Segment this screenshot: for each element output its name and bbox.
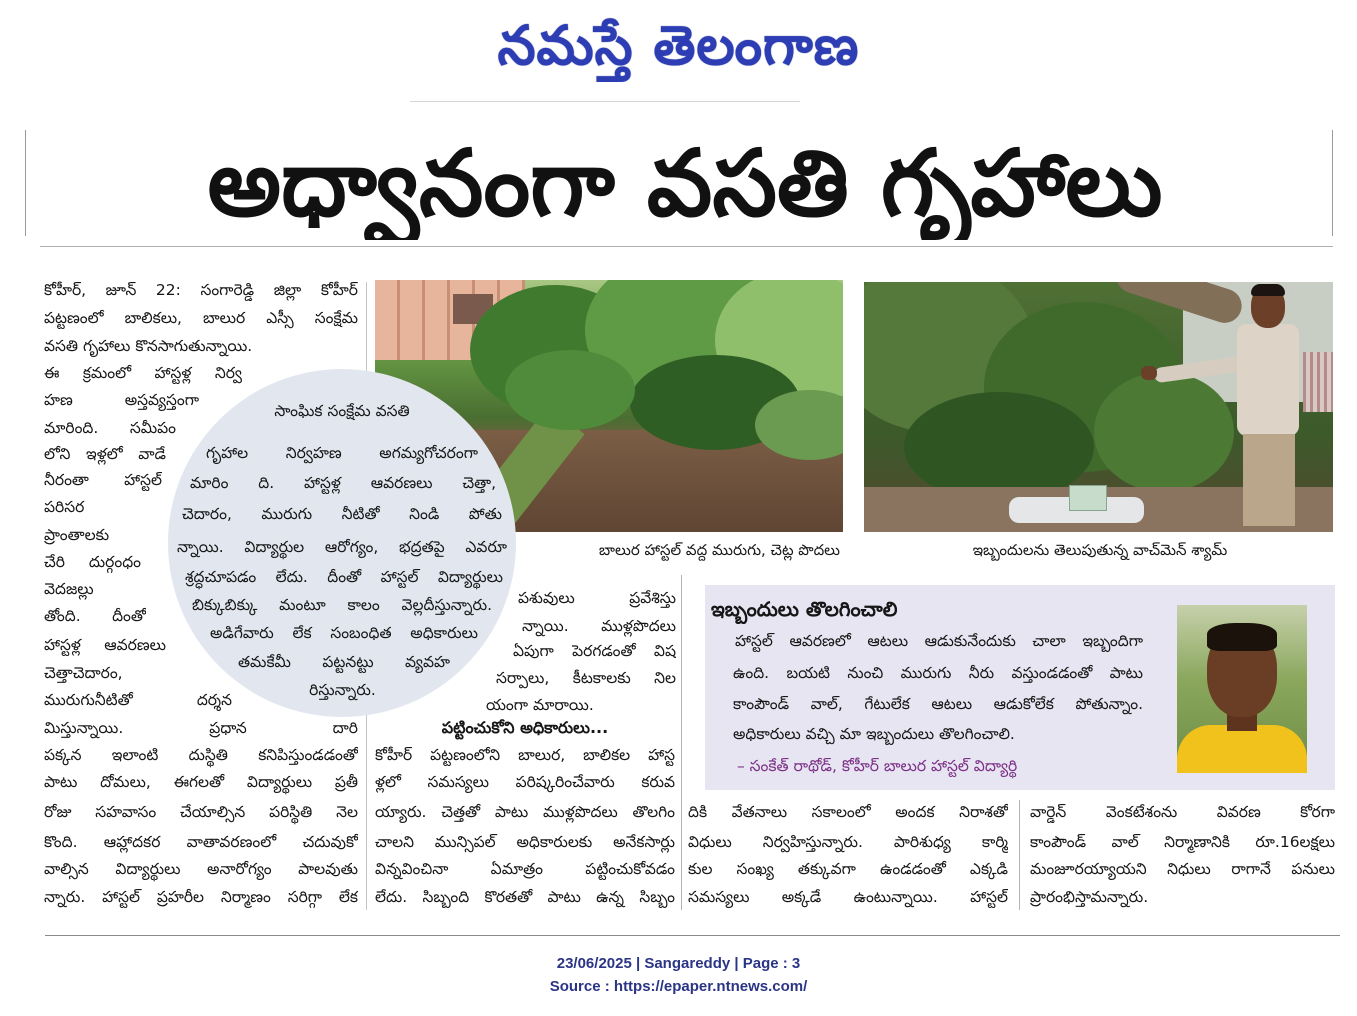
body-text-line: ఏపుగా పెరగడంతో విష	[513, 642, 676, 660]
pull-quote-line: బిక్కుబిక్కు మంటూ కాలం వెల్లదీస్తున్నారు.	[192, 596, 492, 614]
body-text-line: న్నాయి. ముళ్లపొదలు	[522, 617, 676, 635]
watchman-hand	[1141, 366, 1157, 380]
body-text-line: సర్పాలు, కీటకాలకు నిల	[496, 669, 676, 687]
source-url: Source : https://epaper.ntnews.com/	[549, 978, 808, 995]
quote-box-line: కాంపౌండ్ వాల్, గేటులేక ఆటలు ఆడుకోలేక పోతున్నాం.	[733, 695, 1143, 713]
watchman-figure	[1199, 282, 1309, 532]
photo-caption-watchman: ఇబ్బందులను తెలుపుతున్న వాచ్‌మెన్ శ్యామ్	[972, 541, 1228, 559]
photo-watchman-shyam	[864, 282, 1333, 532]
foliage	[505, 350, 635, 430]
quote-attribution: – సంకేత్ రాథోడ్, కోహీర్ బాలుర హాస్టల్ విద్యార్థి	[737, 757, 1018, 775]
body-text-line: ప్రాంతాలకు	[44, 526, 110, 544]
body-text-line: న్నారు. హాస్టల్ ప్రహరీల నిర్మాణం సరిగ్గా లేక	[44, 888, 358, 906]
photo-student-sanket	[1177, 605, 1307, 773]
newspaper-masthead: నమస్తే తెలంగాణ	[497, 14, 860, 77]
body-text-line: విన్నవించినా ఏమాత్రం పట్టించుకోవడం	[375, 860, 675, 878]
pull-quote-line: శ్రద్ధచూపడం లేదు. దీంతో హాస్టల్ విద్యార్థులు	[185, 568, 503, 586]
body-text-line: పశువులు ప్రవేశిస్తు	[518, 589, 676, 607]
body-text-line: చాలని మున్సిపల్ అధికారులకు అనేకసార్లు	[375, 833, 675, 851]
watchman-pants	[1243, 434, 1295, 526]
pull-quote-line: చెదారం, మురుగు నీటితో నిండి పోతు	[182, 505, 502, 523]
body-text-line: వెదజల్లు	[44, 580, 94, 598]
column-divider	[1019, 800, 1020, 910]
edition-info: 23/06/2025 | Sangareddy | Page : 3	[556, 955, 801, 972]
pull-quote-line: అడిగేవారు లేక సంబంధిత అధికారులు	[210, 624, 478, 642]
body-text-line: చేరి దుర్గంధం	[44, 553, 141, 571]
foliage	[904, 392, 1094, 502]
student-shirt	[1177, 725, 1307, 773]
quote-box-line: ఉంది. బయటి నుంచి మురుగు నీరు వస్తుండడంతో పాటు	[733, 664, 1143, 682]
body-text-line: కొంది. ఆహ్లాదకర వాతావరణంలో చదువుకో	[44, 833, 358, 851]
photo-caption-drain: బాలుర హాస్టల్ వద్ద మురుగు, చెట్ల పొదలు	[598, 541, 840, 559]
headline: అధ్వానంగా వసతి గృహాలు	[207, 130, 1163, 237]
body-text-line: మంజూరయ్యాయని నిధులు రాగానే పనులు	[1030, 860, 1335, 878]
body-text-line: పరిసర	[44, 498, 85, 516]
body-text-line: యంగా మారాయి.	[486, 696, 594, 714]
pull-quote-line: న్నాయి. విద్యార్థుల ఆరోగ్యం, భద్రతపై ఎవరూ	[177, 538, 507, 556]
pull-quote-line: గృహాల నిర్వహణ అగమ్యగోచరంగా	[206, 444, 478, 462]
body-text-line: ప్రారంభిస్తామన్నారు.	[1030, 888, 1149, 906]
body-text-line: వార్డెన్ వెంకటేశంను వివరణ కోరగా	[1030, 803, 1335, 821]
body-text-line: కోహీర్, జూన్ 22: సంగారెడ్డి జిల్లా కోహీర్	[44, 281, 358, 299]
quote-box-line: అధికారులు వచ్చి మా ఇబ్బందులు తొలగించాలి.	[733, 725, 1015, 743]
body-text-line: పక్కన ఇలాంటి దుస్థితి కనిపిస్తుండడంతో	[44, 746, 358, 764]
masthead-divider	[410, 101, 800, 102]
body-text-line: పాటు దోమలు, ఈగలతో విద్యార్థులు ప్రతీ	[44, 773, 358, 791]
body-text-line: లోని ఇళ్లలో వాడే	[44, 445, 166, 463]
quote-box-title: ఇబ్బందులు తొలగించాలి	[711, 597, 898, 621]
pull-quote-line: సాంఘిక సంక్షేమ వసతి	[274, 402, 410, 420]
subheading: పట్టించుకోని అధికారులు...	[441, 718, 609, 737]
body-text-line: వసతి గృహాలు కొనసాగుతున్నాయి.	[44, 337, 253, 355]
body-text-line: కాంపౌండ్ వాల్ నిర్మాణానికి రూ.16లక్షలు	[1030, 833, 1335, 851]
body-text-line: మిస్తున్నాయి. ప్రధాన దారి	[44, 719, 358, 737]
student-hair	[1207, 623, 1277, 651]
body-text-line: రోజు సహవాసం చేయాల్సిన పరిస్థితి నెల	[44, 803, 358, 821]
body-text-line: విధులు నిర్వహిస్తున్నారు. పారిశుధ్య కార్మి	[688, 833, 1008, 851]
watchman-shirt	[1237, 324, 1299, 436]
body-text-line: లేదు. సిబ్బంది కొరతతో పాటు ఉన్న సిబ్బం	[375, 888, 675, 906]
body-text-line: దికి వేతనాలు సకాలంలో అందక నిరాశతో	[688, 803, 1008, 821]
body-text-line: ఈ క్రమంలో హాస్టళ్ల నిర్వ	[44, 364, 242, 382]
body-text-line: హాస్టళ్ల ఆవరణలు	[44, 636, 166, 654]
pull-quote-line: రిస్తున్నారు.	[309, 681, 376, 699]
body-text-line: హణ అస్తవ్యస్తంగా	[44, 391, 199, 409]
headline-frame-left	[25, 130, 26, 236]
column-divider	[681, 575, 682, 910]
pull-quote-line: మారిం ది. హాస్టళ్ల ఆవరణలు చెత్తా,	[190, 474, 496, 492]
body-text-line: చెత్తాచెదారం,	[44, 664, 123, 682]
quote-box-line: హాస్టల్ ఆవరణలో ఆటలు ఆడుకునేందుకు చాలా ఇబ్బందిగా	[735, 632, 1143, 650]
carton	[1069, 485, 1107, 511]
body-text-line: మురుగునీటితో దర్శన	[44, 691, 232, 709]
body-text-line: వాల్సిన విద్యార్థులు అనారోగ్యం పాలవుతు	[44, 860, 358, 878]
body-text-line: కోహీర్ పట్టణంలోని బాలుర, బాలికల హాస్ట	[375, 746, 675, 764]
bottom-rule	[45, 935, 1340, 936]
pull-quote-line: తమకేమీ పట్టనట్టు వ్యవహ	[238, 653, 450, 671]
body-text-line: సమస్యలు అక్కడే ఉంటున్నాయి. హాస్టల్	[688, 888, 1008, 906]
body-text-line: తోంది. దీంతో	[44, 607, 146, 625]
body-text-line: పట్టణంలో బాలికలు, బాలుర ఎస్సీ సంక్షేమ	[44, 309, 358, 327]
body-text-line: నీరంతా హాస్టల్	[44, 471, 162, 489]
headline-frame-right	[1332, 130, 1333, 236]
body-text-line: కుల సంఖ్య తక్కువగా ఉండడంతో ఎక్కడి	[688, 860, 1008, 878]
watchman-hair	[1251, 284, 1285, 296]
body-text-line: ళ్లలో సమస్యలు పరిష్కరించేవారు కరువ	[375, 773, 675, 791]
body-text-line: య్యారు. చెత్తతో పాటు ముళ్లపొదలు తొలగిం	[375, 803, 675, 821]
body-text-line: మారింది. సమీపం	[44, 419, 176, 437]
headline-underline	[40, 246, 1333, 247]
